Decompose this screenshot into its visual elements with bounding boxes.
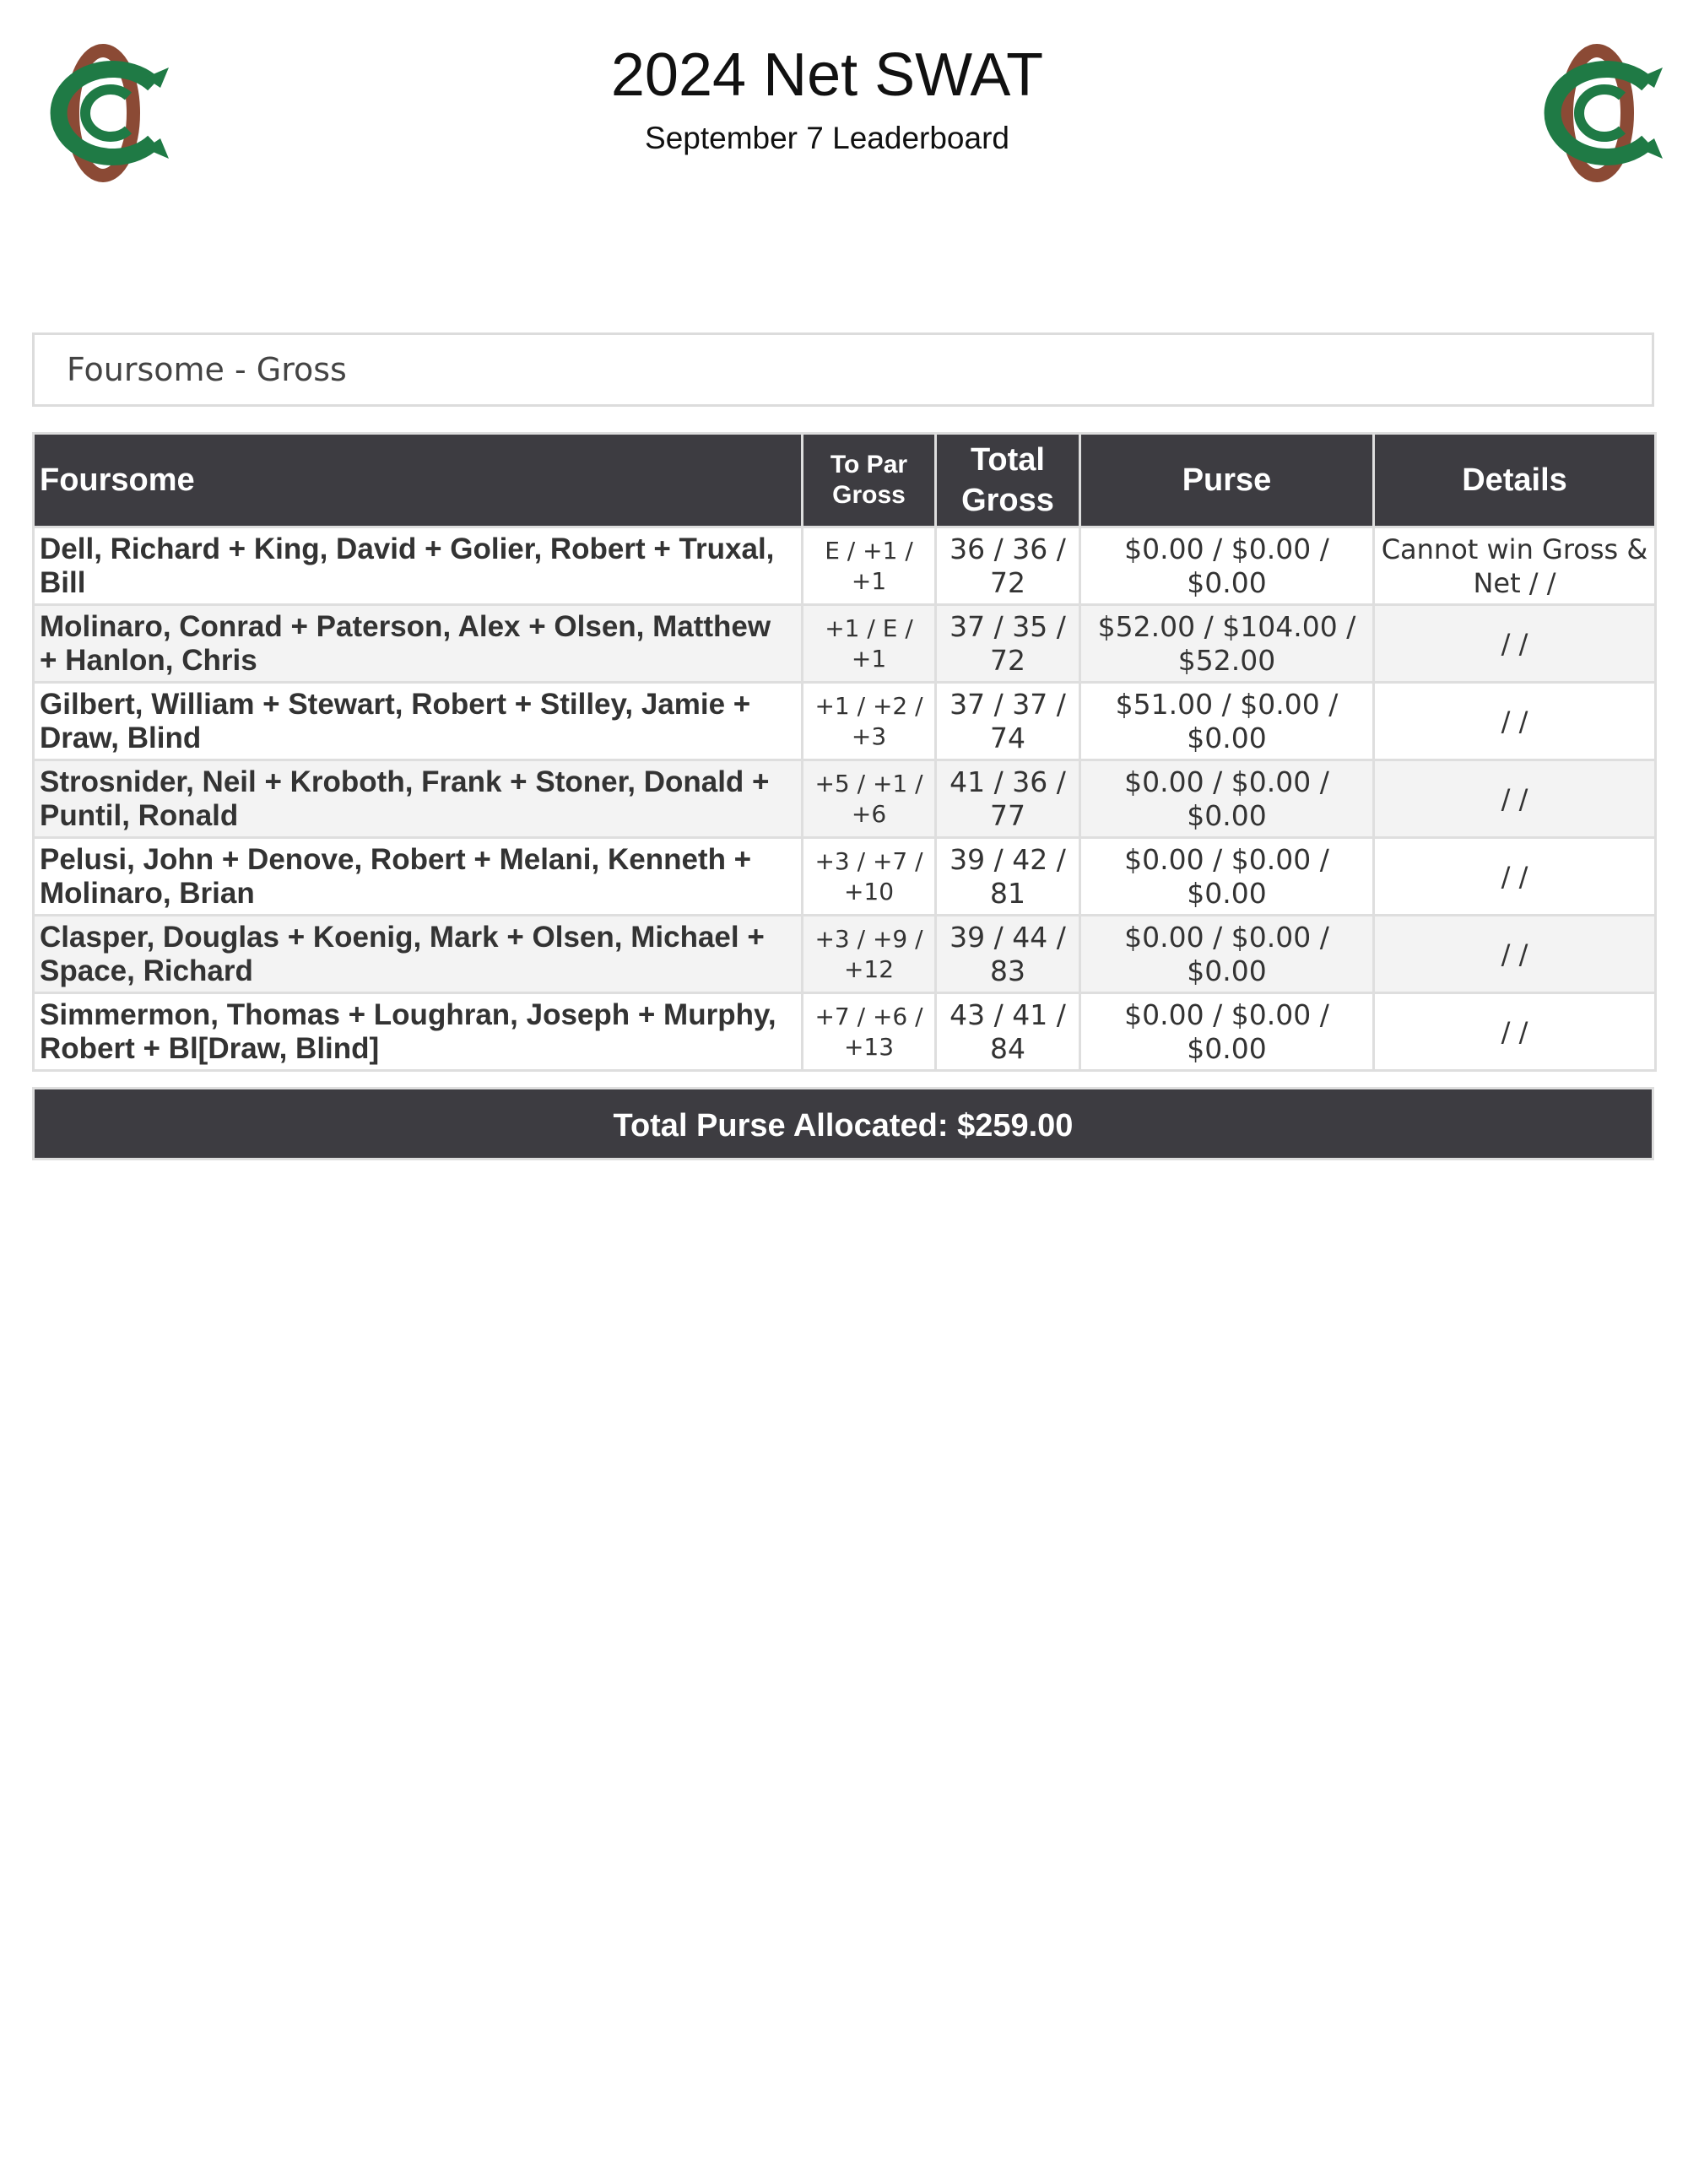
total-gross: 36 / 36 / 72 [936, 527, 1080, 605]
details: / / [1374, 605, 1656, 683]
table-row [34, 527, 1656, 605]
foursome-names: Simmermon, Thomas + Loughran, Joseph + Murphy, Robert + Bl[Draw, Blind] [34, 993, 803, 1071]
header-total-line2: Gross [961, 483, 1054, 518]
details: / / [1374, 993, 1656, 1071]
details: / / [1374, 760, 1656, 838]
foursome-names: Pelusi, John + Denove, Robert + Melani, Kenneth + Molinaro, Brian [34, 838, 803, 916]
table-row [34, 760, 1656, 838]
to-par-gross: +1 / +2 / +3 [803, 683, 936, 760]
foursome-names: Clasper, Douglas + Koenig, Mark + Olsen, Michael + Space, Richard [34, 916, 803, 993]
foursome-names: Gilbert, William + Stewart, Robert + Stilley, Jamie + Draw, Blind [34, 683, 803, 760]
to-par-gross: +1 / E / +1 [803, 605, 936, 683]
club-monogram-logo-icon [1521, 44, 1669, 183]
page-header [0, 0, 1688, 219]
page-title: 2024 Net SWAT [610, 41, 1044, 109]
purse: $52.00 / $104.00 / $52.00 [1080, 605, 1374, 683]
purse: $0.00 / $0.00 / $0.00 [1080, 916, 1374, 993]
header-foursome[interactable]: Foursome [34, 434, 803, 527]
header-details[interactable]: Details [1374, 434, 1656, 527]
total-gross: 39 / 42 / 81 [936, 838, 1080, 916]
foursome-names: Molinaro, Conrad + Paterson, Alex + Olsen, Matthew + Hanlon, Chris [34, 605, 803, 683]
table-row [34, 605, 1656, 683]
purse: $51.00 / $0.00 / $0.00 [1080, 683, 1374, 760]
table-row [34, 916, 1656, 993]
header-to-par-line2: Gross [832, 481, 906, 509]
section-title: Foursome - Gross [32, 332, 1654, 407]
header-total-line1: Total [971, 442, 1045, 478]
foursome-names: Dell, Richard + King, David + Golier, Robert + Truxal, Bill [34, 527, 803, 605]
header-purse[interactable]: Purse [1080, 434, 1374, 527]
details: / / [1374, 838, 1656, 916]
table-row [34, 838, 1656, 916]
total-gross: 37 / 35 / 72 [936, 605, 1080, 683]
to-par-gross: +7 / +6 / +13 [803, 993, 936, 1071]
total-gross: 43 / 41 / 84 [936, 993, 1080, 1071]
purse: $0.00 / $0.00 / $0.00 [1080, 527, 1374, 605]
purse: $0.00 / $0.00 / $0.00 [1080, 760, 1374, 838]
total-gross: 37 / 37 / 74 [936, 683, 1080, 760]
purse: $0.00 / $0.00 / $0.00 [1080, 838, 1374, 916]
header-total-gross[interactable] [936, 434, 1080, 527]
to-par-gross: +3 / +9 / +12 [803, 916, 936, 993]
table-row [34, 683, 1656, 760]
table-header-row [34, 434, 1656, 527]
page-subtitle: September 7 Leaderboard [645, 121, 1009, 155]
header-to-par-gross[interactable] [803, 434, 936, 527]
total-gross: 41 / 36 / 77 [936, 760, 1080, 838]
foursome-names: Strosnider, Neil + Kroboth, Frank + Stoner, Donald + Puntil, Ronald [34, 760, 803, 838]
purse: $0.00 / $0.00 / $0.00 [1080, 993, 1374, 1071]
details: / / [1374, 683, 1656, 760]
to-par-gross: +3 / +7 / +10 [803, 838, 936, 916]
total-purse-footer: Total Purse Allocated: $259.00 [32, 1087, 1654, 1160]
details: Cannot win Gross & Net / / [1374, 527, 1656, 605]
to-par-gross: E / +1 / +1 [803, 527, 936, 605]
total-gross: 39 / 44 / 83 [936, 916, 1080, 993]
header-to-par-line1: To Par [830, 451, 908, 478]
table-row [34, 993, 1656, 1071]
leaderboard-table [32, 432, 1657, 1072]
details: / / [1374, 916, 1656, 993]
to-par-gross: +5 / +1 / +6 [803, 760, 936, 838]
